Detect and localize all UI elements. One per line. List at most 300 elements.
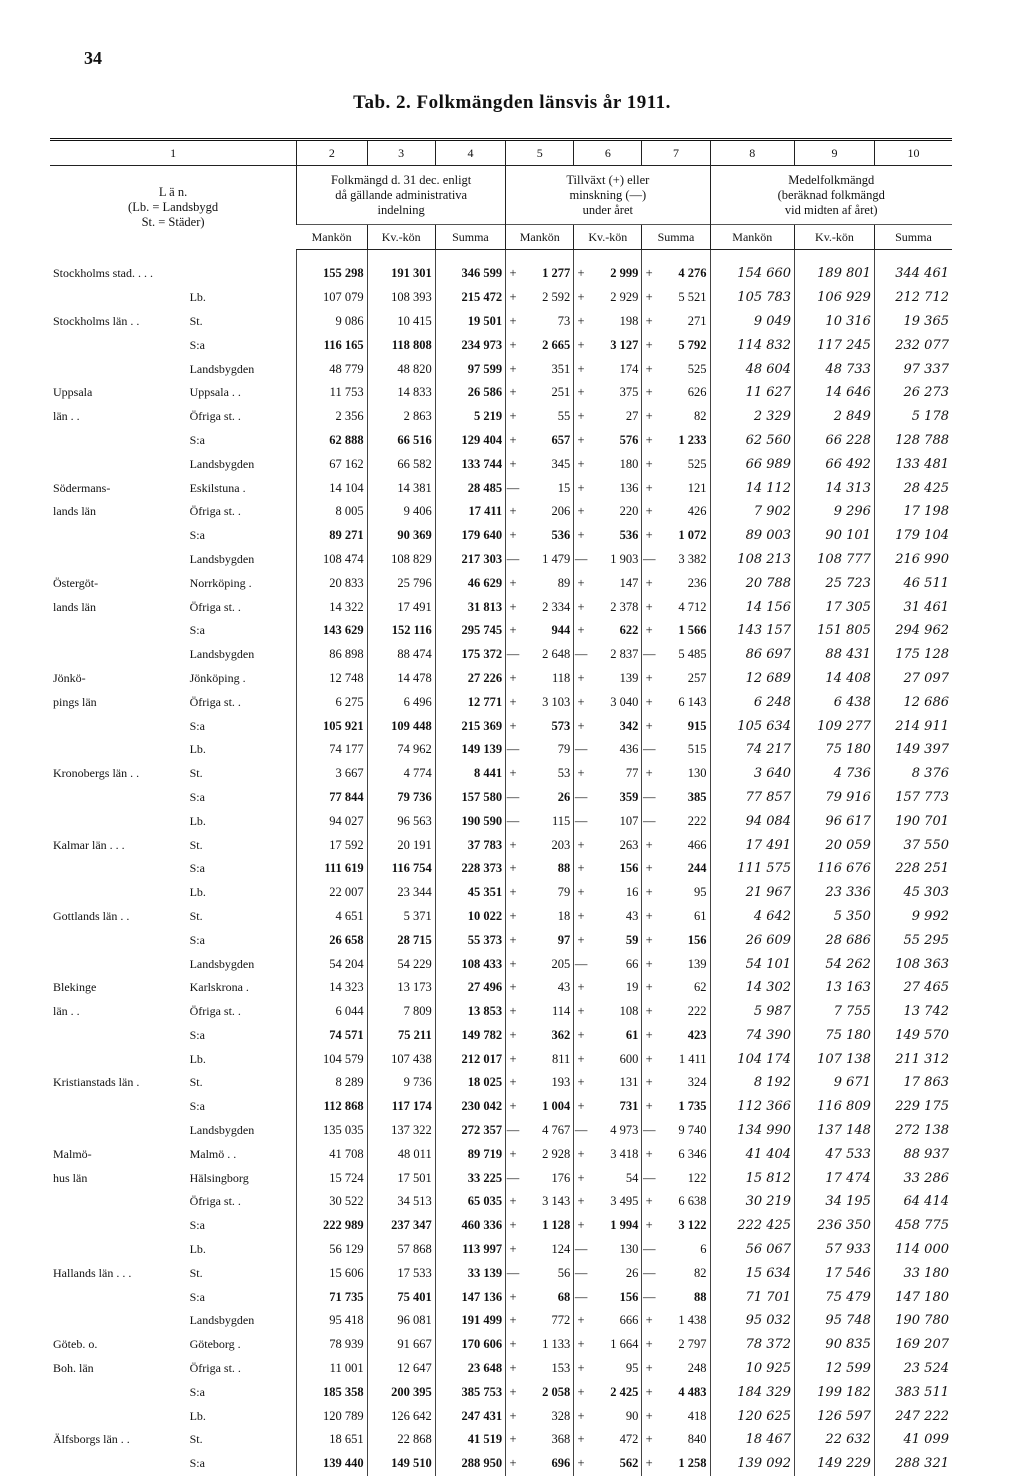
sub-category: St.	[189, 313, 203, 328]
sub-category: St.	[189, 1075, 203, 1090]
tillvaxt-sign: +	[506, 1404, 520, 1428]
kvkon-value: 4 774	[367, 762, 435, 786]
lan-name	[50, 881, 189, 905]
tillvaxt-sign: —	[642, 809, 656, 833]
tillvaxt-value: 174	[619, 361, 639, 376]
tillvaxt-value: 3 040	[610, 694, 639, 709]
medel-summa-value: 17 863	[874, 1071, 952, 1095]
kvkon-value: 137 322	[367, 1119, 435, 1143]
medel-summa-value: 212 712	[874, 286, 952, 310]
table-row	[50, 429, 952, 453]
tillvaxt-value: 3 495	[610, 1194, 639, 1209]
kvkon-value: 6 496	[367, 690, 435, 714]
tillvaxt-sign: +	[506, 1095, 520, 1119]
medel-kvkon-value: 9 296	[795, 500, 875, 524]
kvkon-value: 96 563	[367, 809, 435, 833]
mankon-value: 14 104	[297, 476, 367, 500]
tillvaxt-value: 55	[557, 409, 571, 424]
sub-category: Landsbygden	[189, 956, 255, 971]
sub-header: Summa	[874, 225, 952, 250]
table-row	[50, 905, 952, 929]
kvkon-value: 57 868	[367, 1238, 435, 1262]
table-row	[50, 690, 952, 714]
medel-kvkon-value: 28 686	[795, 928, 875, 952]
summa-value: 179 640	[435, 524, 505, 548]
medel-kvkon-value: 4 736	[795, 762, 875, 786]
medel-mankon-value: 2 329	[710, 405, 795, 429]
lan-header-line: St. = Städer)	[141, 215, 205, 230]
tillvaxt-sign: +	[642, 1404, 656, 1428]
medel-kvkon-value: 108 777	[795, 548, 875, 572]
medel-summa-value: 216 990	[874, 548, 952, 572]
group-line: Tillväxt (+) eller	[566, 172, 650, 187]
sub-category: Öfriga st. .	[189, 1194, 241, 1209]
kvkon-value: 23 344	[367, 881, 435, 905]
medel-kvkon-value: 14 313	[795, 476, 875, 500]
medel-summa-value: 272 138	[874, 1119, 952, 1143]
summa-value: 33 225	[435, 1166, 505, 1190]
medel-summa-value: 211 312	[874, 1047, 952, 1071]
tillvaxt-value: 97	[557, 932, 571, 947]
tillvaxt-sign: +	[506, 1047, 520, 1071]
tillvaxt-sign: +	[574, 595, 588, 619]
table-row	[50, 310, 952, 334]
tillvaxt-sign: +	[642, 524, 656, 548]
table-row	[50, 738, 952, 762]
table-body	[50, 250, 952, 1476]
medel-summa-value: 12 686	[874, 690, 952, 714]
medel-mankon-value: 108 213	[710, 548, 795, 572]
tillvaxt-value: 1 566	[678, 623, 707, 638]
sub-category: Öfriga st. .	[189, 694, 241, 709]
tillvaxt-value: 115	[551, 813, 571, 828]
medel-kvkon-value: 75 479	[795, 1285, 875, 1309]
tillvaxt-sign: —	[642, 1261, 656, 1285]
summa-value: 385 753	[435, 1380, 505, 1404]
kvkon-value: 10 415	[367, 310, 435, 334]
sub-category: Öfriga st. .	[189, 504, 241, 519]
kvkon-value: 17 501	[367, 1166, 435, 1190]
sub-category: S:a	[189, 623, 205, 638]
tillvaxt-value: 359	[619, 789, 639, 804]
sub-category: Landsbygden	[189, 1313, 255, 1328]
tillvaxt-value: 2 334	[542, 599, 571, 614]
tillvaxt-sign: —	[506, 643, 520, 667]
summa-value: 65 035	[435, 1190, 505, 1214]
lan-name: län . .	[53, 1004, 80, 1019]
mankon-value: 12 748	[297, 667, 367, 691]
medel-mankon-value: 86 697	[710, 643, 795, 667]
summa-value: 13 853	[435, 1000, 505, 1024]
kvkon-value: 17 491	[367, 595, 435, 619]
tillvaxt-value: 180	[619, 456, 639, 471]
tillvaxt-sign: —	[506, 786, 520, 810]
tillvaxt-sign: +	[506, 1380, 520, 1404]
tillvaxt-sign: +	[642, 357, 656, 381]
medel-summa-value: 27 465	[874, 976, 952, 1000]
tillvaxt-value: 666	[619, 1313, 639, 1328]
tillvaxt-value: 54	[625, 1170, 639, 1185]
tillvaxt-value: 18	[557, 908, 571, 923]
tillvaxt-sign: +	[574, 357, 588, 381]
tillvaxt-sign: +	[642, 1333, 656, 1357]
group-line: (beräknad folkmängd	[777, 187, 885, 202]
tillvaxt-sign: +	[574, 1071, 588, 1095]
col-num-5: 5	[506, 140, 574, 166]
medel-summa-value: 17 198	[874, 500, 952, 524]
sub-category: Landsbygden	[189, 1123, 255, 1138]
mankon-value: 86 898	[297, 643, 367, 667]
lan-name	[50, 548, 189, 572]
kvkon-value: 91 667	[367, 1333, 435, 1357]
sub-category: S:a	[189, 718, 205, 733]
tillvaxt-value: 236	[687, 575, 707, 590]
tillvaxt-value: 4 973	[610, 1123, 639, 1138]
summa-value: 12 771	[435, 690, 505, 714]
kvkon-value: 237 347	[367, 1214, 435, 1238]
summa-value: 5 219	[435, 405, 505, 429]
medel-mankon-value: 20 788	[710, 571, 795, 595]
medel-summa-value: 23 524	[874, 1357, 952, 1381]
table-title: Tab. 2. Folkmängden länsvis år 1911.	[353, 92, 671, 113]
tillvaxt-sign: +	[574, 476, 588, 500]
kvkon-value: 108 393	[367, 286, 435, 310]
tillvaxt-sign: —	[506, 476, 520, 500]
tillvaxt-value: 68	[557, 1289, 571, 1304]
medel-mankon-value: 89 003	[710, 524, 795, 548]
tillvaxt-value: 385	[687, 789, 707, 804]
medel-mankon-value: 7 902	[710, 500, 795, 524]
tillvaxt-sign: +	[574, 1024, 588, 1048]
summa-value: 27 226	[435, 667, 505, 691]
tillvaxt-value: 944	[551, 623, 571, 638]
medel-mankon-value: 10 925	[710, 1357, 795, 1381]
tillvaxt-sign: +	[642, 500, 656, 524]
mankon-value: 116 165	[297, 333, 367, 357]
tillvaxt-value: 1 903	[610, 551, 639, 566]
tillvaxt-sign: —	[574, 738, 588, 762]
tillvaxt-value: 82	[694, 409, 707, 424]
tillvaxt-sign: +	[506, 1357, 520, 1381]
tillvaxt-value: 43	[625, 908, 639, 923]
lan-name	[50, 952, 189, 976]
tillvaxt-value: 271	[687, 313, 707, 328]
lan-name: hus län	[53, 1170, 88, 1185]
tillvaxt-sign: +	[642, 595, 656, 619]
mankon-value: 6 275	[297, 690, 367, 714]
lan-name	[50, 1024, 189, 1048]
tillvaxt-sign: +	[574, 429, 588, 453]
tillvaxt-value: 2 058	[542, 1384, 571, 1399]
lan-name: Stockholms stad. . . .	[53, 266, 154, 281]
tillvaxt-sign: +	[506, 762, 520, 786]
medel-mankon-value: 120 625	[710, 1404, 795, 1428]
tillvaxt-value: 82	[694, 1265, 707, 1280]
tillvaxt-value: 222	[687, 813, 707, 828]
table-row	[50, 286, 952, 310]
tillvaxt-sign: —	[574, 952, 588, 976]
kvkon-value: 75 211	[367, 1024, 435, 1048]
kvkon-value: 90 369	[367, 524, 435, 548]
kvkon-value: 200 395	[367, 1380, 435, 1404]
col-num-10: 10	[874, 140, 952, 166]
tillvaxt-sign: +	[642, 619, 656, 643]
medel-summa-value: 190 701	[874, 809, 952, 833]
table-row	[50, 952, 952, 976]
mankon-value: 8 005	[297, 500, 367, 524]
tillvaxt-sign: +	[642, 381, 656, 405]
table-row	[50, 1095, 952, 1119]
tillvaxt-value: 118	[551, 670, 571, 685]
tillvaxt-value: 562	[619, 1456, 639, 1471]
medel-kvkon-value: 75 180	[795, 1024, 875, 1048]
lan-name	[50, 643, 189, 667]
tillvaxt-sign: +	[574, 452, 588, 476]
tillvaxt-value: 15	[557, 480, 571, 495]
tillvaxt-sign: +	[574, 1142, 588, 1166]
tillvaxt-sign: +	[642, 1190, 656, 1214]
summa-value: 26 586	[435, 381, 505, 405]
tillvaxt-value: 6 346	[678, 1146, 707, 1161]
tillvaxt-value: 2 929	[610, 290, 639, 305]
tillvaxt-value: 139	[619, 670, 639, 685]
summa-value: 346 599	[435, 250, 505, 286]
summa-value: 31 813	[435, 595, 505, 619]
table-row	[50, 524, 952, 548]
tillvaxt-value: 6	[700, 1242, 707, 1257]
tillvaxt-sign: +	[506, 619, 520, 643]
tillvaxt-sign: +	[506, 381, 520, 405]
lan-name	[50, 857, 189, 881]
tillvaxt-value: 6 638	[678, 1194, 707, 1209]
lan-name	[50, 1119, 189, 1143]
tillvaxt-sign: +	[642, 1357, 656, 1381]
population-table	[50, 138, 952, 1476]
tillvaxt-sign: +	[574, 762, 588, 786]
tillvaxt-sign: +	[642, 452, 656, 476]
kvkon-value: 152 116	[367, 619, 435, 643]
col-num-7: 7	[642, 140, 710, 166]
mankon-value: 11 001	[297, 1357, 367, 1381]
tillvaxt-value: 3 418	[610, 1146, 639, 1161]
sub-category: Öfriga st. .	[189, 1004, 241, 1019]
sub-category: Landsbygden	[189, 551, 255, 566]
medel-mankon-value: 6 248	[710, 690, 795, 714]
tillvaxt-value: 95	[625, 1361, 639, 1376]
tillvaxt-sign: +	[642, 952, 656, 976]
medel-mankon-value: 30 219	[710, 1190, 795, 1214]
group-line: Folkmängd d. 31 dec. enligt	[331, 172, 472, 187]
medel-summa-value: 133 481	[874, 452, 952, 476]
tillvaxt-sign: +	[506, 310, 520, 334]
tillvaxt-sign: +	[642, 1000, 656, 1024]
summa-value: 41 519	[435, 1428, 505, 1452]
summa-value: 17 411	[435, 500, 505, 524]
kvkon-value: 12 647	[367, 1357, 435, 1381]
tillvaxt-sign: +	[506, 333, 520, 357]
kvkon-value: 66 582	[367, 452, 435, 476]
tillvaxt-value: 1 128	[542, 1218, 571, 1233]
medel-summa-value: 13 742	[874, 1000, 952, 1024]
tillvaxt-sign: +	[574, 310, 588, 334]
tillvaxt-sign: +	[574, 250, 588, 286]
table-row	[50, 809, 952, 833]
tillvaxt-value: 198	[619, 313, 639, 328]
tillvaxt-value: 536	[619, 528, 639, 543]
tillvaxt-value: 131	[619, 1075, 639, 1090]
medel-kvkon-value: 75 180	[795, 738, 875, 762]
tillvaxt-value: 1 258	[678, 1456, 707, 1471]
tillvaxt-value: 263	[619, 837, 639, 852]
mankon-value: 105 921	[297, 714, 367, 738]
summa-value: 190 590	[435, 809, 505, 833]
table-row	[50, 1357, 952, 1381]
lan-name	[50, 619, 189, 643]
col-num-2: 2	[297, 140, 367, 166]
medel-kvkon-value: 88 431	[795, 643, 875, 667]
summa-value: 191 499	[435, 1309, 505, 1333]
group-tillvaxt	[506, 166, 710, 225]
tillvaxt-sign: +	[506, 690, 520, 714]
lan-name	[50, 714, 189, 738]
tillvaxt-value: 79	[557, 885, 571, 900]
medel-kvkon-value: 96 617	[795, 809, 875, 833]
tillvaxt-value: 193	[551, 1075, 571, 1090]
tillvaxt-sign: +	[574, 1357, 588, 1381]
kvkon-value: 191 301	[367, 250, 435, 286]
table-row	[50, 1119, 952, 1143]
summa-value: 215 472	[435, 286, 505, 310]
medel-summa-value: 19 365	[874, 310, 952, 334]
group-medelfolkmangd	[710, 166, 952, 225]
kvkon-value: 109 448	[367, 714, 435, 738]
table-row	[50, 833, 952, 857]
tillvaxt-sign: +	[642, 976, 656, 1000]
table-row	[50, 1024, 952, 1048]
medel-summa-value: 9 992	[874, 905, 952, 929]
medel-mankon-value: 74 217	[710, 738, 795, 762]
medel-summa-value: 175 128	[874, 643, 952, 667]
tillvaxt-value: 772	[551, 1313, 571, 1328]
medel-summa-value: 149 397	[874, 738, 952, 762]
tillvaxt-value: 1 479	[542, 551, 571, 566]
tillvaxt-value: 2 797	[678, 1337, 707, 1352]
tillvaxt-value: 375	[619, 385, 639, 400]
kvkon-value: 116 754	[367, 857, 435, 881]
lan-name: Södermans-	[53, 480, 111, 495]
mankon-value: 54 204	[297, 952, 367, 976]
table-row	[50, 714, 952, 738]
medel-summa-value: 169 207	[874, 1333, 952, 1357]
tillvaxt-value: 248	[687, 1361, 707, 1376]
table-row	[50, 357, 952, 381]
tillvaxt-value: 1 664	[610, 1337, 639, 1352]
tillvaxt-value: 466	[687, 837, 707, 852]
medel-summa-value: 64 414	[874, 1190, 952, 1214]
kvkon-value: 28 715	[367, 928, 435, 952]
tillvaxt-sign: +	[506, 1071, 520, 1095]
tillvaxt-value: 56	[557, 1265, 571, 1280]
tillvaxt-value: 2 648	[542, 647, 571, 662]
summa-value: 247 431	[435, 1404, 505, 1428]
tillvaxt-sign: —	[642, 1285, 656, 1309]
tillvaxt-sign: +	[642, 1071, 656, 1095]
table-row	[50, 381, 952, 405]
summa-value: 45 351	[435, 881, 505, 905]
summa-value: 149 782	[435, 1024, 505, 1048]
tillvaxt-sign: +	[506, 286, 520, 310]
mankon-value: 78 939	[297, 1333, 367, 1357]
tillvaxt-sign: +	[506, 405, 520, 429]
table-row	[50, 405, 952, 429]
tillvaxt-sign: —	[642, 548, 656, 572]
tillvaxt-sign: +	[574, 1452, 588, 1476]
lan-name: lands län	[53, 504, 96, 519]
tillvaxt-sign: +	[506, 500, 520, 524]
sub-category: Lb.	[189, 742, 206, 757]
tillvaxt-sign: +	[506, 1452, 520, 1476]
medel-kvkon-value: 20 059	[795, 833, 875, 857]
lan-name: Jönkö-	[53, 670, 86, 685]
sub-category: Lb.	[189, 1408, 206, 1423]
column-group-row	[50, 166, 952, 225]
summa-value: 129 404	[435, 429, 505, 453]
tillvaxt-value: 136	[619, 480, 639, 495]
medel-kvkon-value: 14 646	[795, 381, 875, 405]
summa-value: 295 745	[435, 619, 505, 643]
tillvaxt-value: 2 999	[610, 266, 639, 281]
medel-summa-value: 128 788	[874, 429, 952, 453]
tillvaxt-value: 1 004	[542, 1099, 571, 1114]
medel-kvkon-value: 23 336	[795, 881, 875, 905]
medel-kvkon-value: 17 474	[795, 1166, 875, 1190]
table-row	[50, 1452, 952, 1476]
tillvaxt-sign: +	[642, 667, 656, 691]
sub-category: S:a	[189, 1289, 205, 1304]
tillvaxt-value: 153	[551, 1361, 571, 1376]
mankon-value: 112 868	[297, 1095, 367, 1119]
tillvaxt-sign: —	[642, 1238, 656, 1262]
sub-category: Landsbygden	[189, 361, 255, 376]
mankon-value: 30 522	[297, 1190, 367, 1214]
kvkon-value: 118 808	[367, 333, 435, 357]
tillvaxt-value: 139	[687, 956, 707, 971]
sub-category: Lb.	[189, 1242, 206, 1257]
sub-category: St.	[189, 766, 203, 781]
medel-kvkon-value: 66 492	[795, 452, 875, 476]
tillvaxt-value: 2 592	[542, 290, 571, 305]
sub-category: Jönköping .	[189, 670, 246, 685]
table-row	[50, 619, 952, 643]
table-row	[50, 881, 952, 905]
tillvaxt-value: 3 127	[610, 337, 639, 352]
medel-summa-value: 46 511	[874, 571, 952, 595]
group-line: vid midten af året)	[784, 202, 878, 217]
tillvaxt-sign: +	[506, 667, 520, 691]
tillvaxt-value: 9 740	[678, 1123, 707, 1138]
kvkon-value: 14 833	[367, 381, 435, 405]
tillvaxt-value: 1 072	[678, 528, 707, 543]
tillvaxt-value: 107	[619, 813, 639, 828]
summa-value: 170 606	[435, 1333, 505, 1357]
kvkon-value: 149 510	[367, 1452, 435, 1476]
mankon-value: 14 323	[297, 976, 367, 1000]
medel-summa-value: 344 461	[874, 250, 952, 286]
summa-value: 18 025	[435, 1071, 505, 1095]
tillvaxt-sign: +	[642, 476, 656, 500]
tillvaxt-sign: +	[642, 1309, 656, 1333]
table-row	[50, 1309, 952, 1333]
